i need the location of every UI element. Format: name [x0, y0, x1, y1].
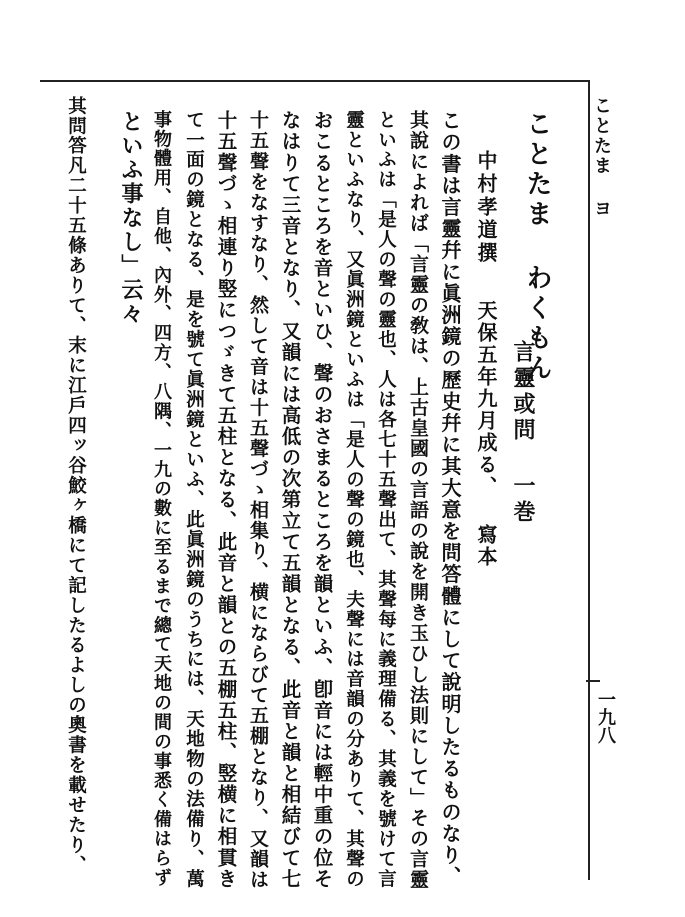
body-column: この書は言靈幷に眞洲鏡の歷史幷に其大意を問答體にして說明したるものなり、	[438, 110, 462, 888]
body-column: 其問答凡二十五條ありて、末に江戶四ッ谷鮫ヶ橋にて記したるよしの奧書を載せたり、	[65, 96, 87, 876]
frame-top-rule	[40, 80, 590, 82]
body-column: といふは「是人の聲の靈也、人は各七十五聲出て、其聲每に義理備る、其義を號けて言	[375, 110, 397, 890]
body-column: 事物體用、自他、內外、四方、八隅、一九の數に至るまで總て天地の間の事悉く備はらず	[151, 110, 172, 888]
frame-right-rule	[588, 80, 590, 880]
body-column: なはりて三音となり、又韻には高低の次第立て五韻となる、此音と韻と相結びて七	[278, 110, 302, 890]
subtitle: 言靈或問 一巻	[510, 340, 536, 526]
body-column: 其說によれば「言靈の敎は、上古皇國の言語の說を開き玉ひし法則にして」その言靈	[407, 110, 429, 890]
body-column: て一面の鏡となる、是を號て眞洲鏡といふ、此眞洲鏡のうちには、天地物の法備り、萬	[183, 110, 205, 890]
page-number-tick	[586, 680, 600, 682]
composition-date: 天保五年九月成る、 寫本	[474, 300, 498, 568]
author: 中村孝道撰	[474, 150, 498, 265]
page-number: 一九八	[595, 690, 616, 744]
body-column: おこるところを音といひ、聲のおさまるところを韻といふ、卽音には輕中重の位そ	[310, 110, 334, 890]
body-column: 十五聲をなすなり、然して音は十五聲づゝ相集り、横にならびて五棚となり、又韻は	[247, 110, 269, 890]
body-column: 靈といふなり、又眞洲鏡といふは「是人の聲の鏡也、夫聲には音韻の分ありて、其聲の	[343, 110, 365, 890]
body-column: 十五聲づゝ相連り竪につゞきて五柱となる、此音と韻との五棚五柱、竪横に相貫き	[214, 110, 238, 890]
running-header: ことたま ヨ	[591, 96, 612, 219]
body-column: といふ事なし」云々	[118, 110, 144, 326]
title: ことたま わくもん	[522, 110, 552, 384]
